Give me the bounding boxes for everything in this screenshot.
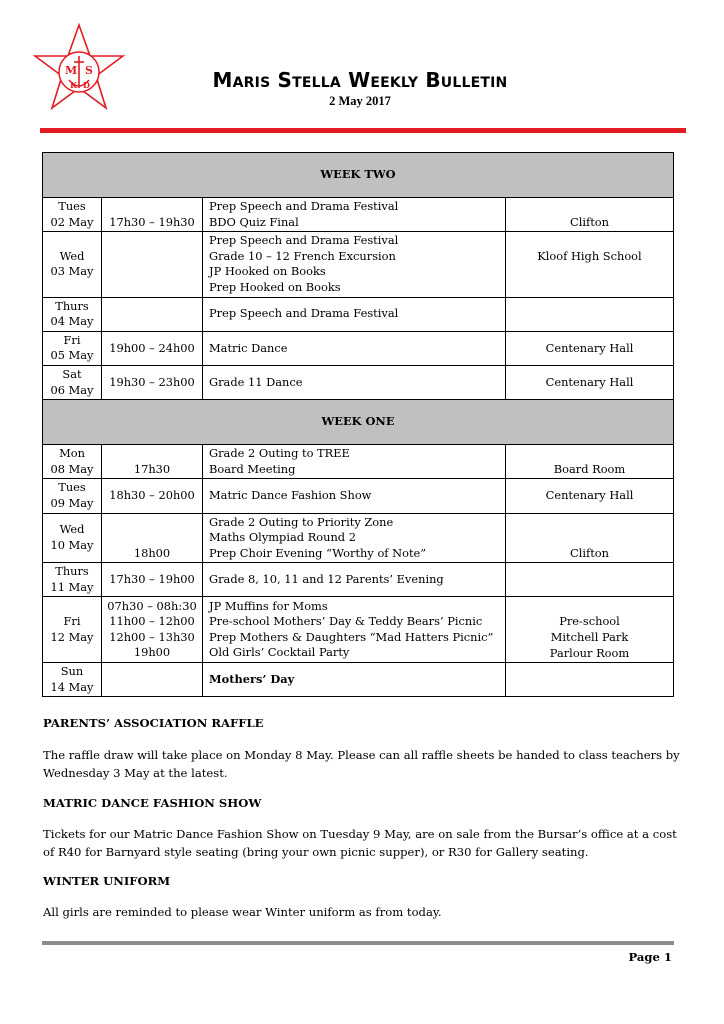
venue-cell: Clifton: [506, 198, 674, 232]
day-cell: Fri 05 May: [43, 331, 102, 365]
raffle-text: The raffle draw will take place on Monday 8 May. Please can all raffle sheets be handed to class teachers by Wednesday 3 May at the latest.: [43, 748, 680, 780]
venue-cell: Centenary Hall: [506, 331, 674, 365]
time-cell: 19h30 – 23h00: [102, 365, 203, 399]
time-cell: 07h30 – 08h:30 11h00 – 12h00 12h00 – 13h30 19h00: [102, 597, 203, 663]
day-cell: Wed 10 May: [43, 513, 102, 563]
raffle-heading: PARENTS’ ASSOCIATION RAFFLE: [43, 716, 264, 730]
day-cell: Tues 09 May: [43, 479, 102, 513]
venue-cell: Centenary Hall: [506, 479, 674, 513]
time-cell: 18h30 – 20h00: [102, 479, 203, 513]
time-cell: 17h30: [102, 445, 203, 479]
activity-cell: Grade 11 Dance: [203, 365, 506, 399]
time-cell: [102, 232, 203, 297]
table-row: [43, 563, 674, 597]
week-one-header: [43, 400, 674, 445]
svg-text:K: K: [70, 80, 77, 90]
venue-cell: [506, 663, 674, 697]
week-label: WEEK ONE: [43, 400, 674, 445]
table-row: [43, 232, 674, 297]
activity-cell: Mothers’ Day: [203, 663, 506, 697]
time-cell: 19h00 – 24h00: [102, 331, 203, 365]
week-two-header: [43, 153, 674, 198]
header-divider: [40, 128, 686, 133]
table-row: [43, 513, 674, 563]
bulletin-date: 2 May 2017: [329, 94, 391, 108]
activity-cell: Matric Dance Fashion Show: [203, 479, 506, 513]
venue-cell: Pre-school Mitchell Park Parlour Room: [506, 597, 674, 663]
activity-cell: JP Muffins for Moms Pre-school Mothers’ Day & Teddy Bears’ Picnic Prep Mothers & Daughters “Mad Hatters Picnic” Old Girls’ Cocktail Party: [203, 597, 506, 663]
footer-divider: [42, 941, 674, 945]
venue-cell: Kloof High School: [506, 232, 674, 297]
activity-cell: Matric Dance: [203, 331, 506, 365]
activity-cell: Grade 8, 10, 11 and 12 Parents’ Evening: [203, 563, 506, 597]
table-row: [43, 479, 674, 513]
day-cell: Sat 06 May: [43, 365, 102, 399]
activity-cell: Grade 2 Outing to Priority Zone Maths Olympiad Round 2 Prep Choir Evening “Worthy of Note”: [203, 513, 506, 563]
table-row: [43, 365, 674, 399]
schedule-table: [42, 152, 674, 697]
table-row: [43, 445, 674, 479]
winter-uniform-text: All girls are reminded to please wear Winter uniform as from today.: [43, 905, 442, 919]
activity-cell: Prep Speech and Drama Festival: [203, 297, 506, 331]
week-label: WEEK TWO: [43, 153, 674, 198]
table-row: [43, 597, 674, 663]
venue-cell: [506, 563, 674, 597]
time-cell: 17h30 – 19h00: [102, 563, 203, 597]
fashion-show-text: Tickets for our Matric Dance Fashion Show on Tuesday 9 May, are on sale from the Bursar’s office at a cost of R40 for Barnyard style seating (bring your own picnic supper), or R30 for Gallery seating.: [43, 827, 677, 859]
day-cell: Fri 12 May: [43, 597, 102, 663]
svg-text:D: D: [83, 80, 90, 90]
svg-text:S: S: [85, 64, 93, 77]
winter-uniform-heading: WINTER UNIFORM: [43, 874, 171, 888]
day-cell: Mon 08 May: [43, 445, 102, 479]
day-cell: Tues 02 May: [43, 198, 102, 232]
svg-text:M: M: [65, 64, 78, 77]
day-cell: Wed 03 May: [43, 232, 102, 297]
venue-cell: Centenary Hall: [506, 365, 674, 399]
table-row: [43, 297, 674, 331]
day-cell: Sun 14 May: [43, 663, 102, 697]
day-cell: Thurs 04 May: [43, 297, 102, 331]
venue-cell: [506, 297, 674, 331]
venue-cell: Clifton: [506, 513, 674, 563]
bulletin-title: Maris Stella Weekly Bulletin: [212, 68, 508, 92]
fashion-show-heading: MATRIC DANCE FASHION SHOW: [43, 796, 262, 810]
time-cell: [102, 663, 203, 697]
table-row: [43, 663, 674, 697]
day-cell: Thurs 11 May: [43, 563, 102, 597]
table-row: [43, 198, 674, 232]
time-cell: [102, 297, 203, 331]
page-number: Page 1: [628, 950, 672, 964]
time-cell: 18h00: [102, 513, 203, 563]
activity-cell: Prep Speech and Drama Festival Grade 10 – 12 French Excursion JP Hooked on Books Prep Hooked on Books: [203, 232, 506, 297]
venue-cell: Board Room: [506, 445, 674, 479]
activity-cell: Grade 2 Outing to TREE Board Meeting: [203, 445, 506, 479]
table-row: [43, 331, 674, 365]
school-crest-logo: [33, 22, 125, 114]
activity-cell: Prep Speech and Drama Festival BDO Quiz Final: [203, 198, 506, 232]
time-cell: 17h30 – 19h30: [102, 198, 203, 232]
